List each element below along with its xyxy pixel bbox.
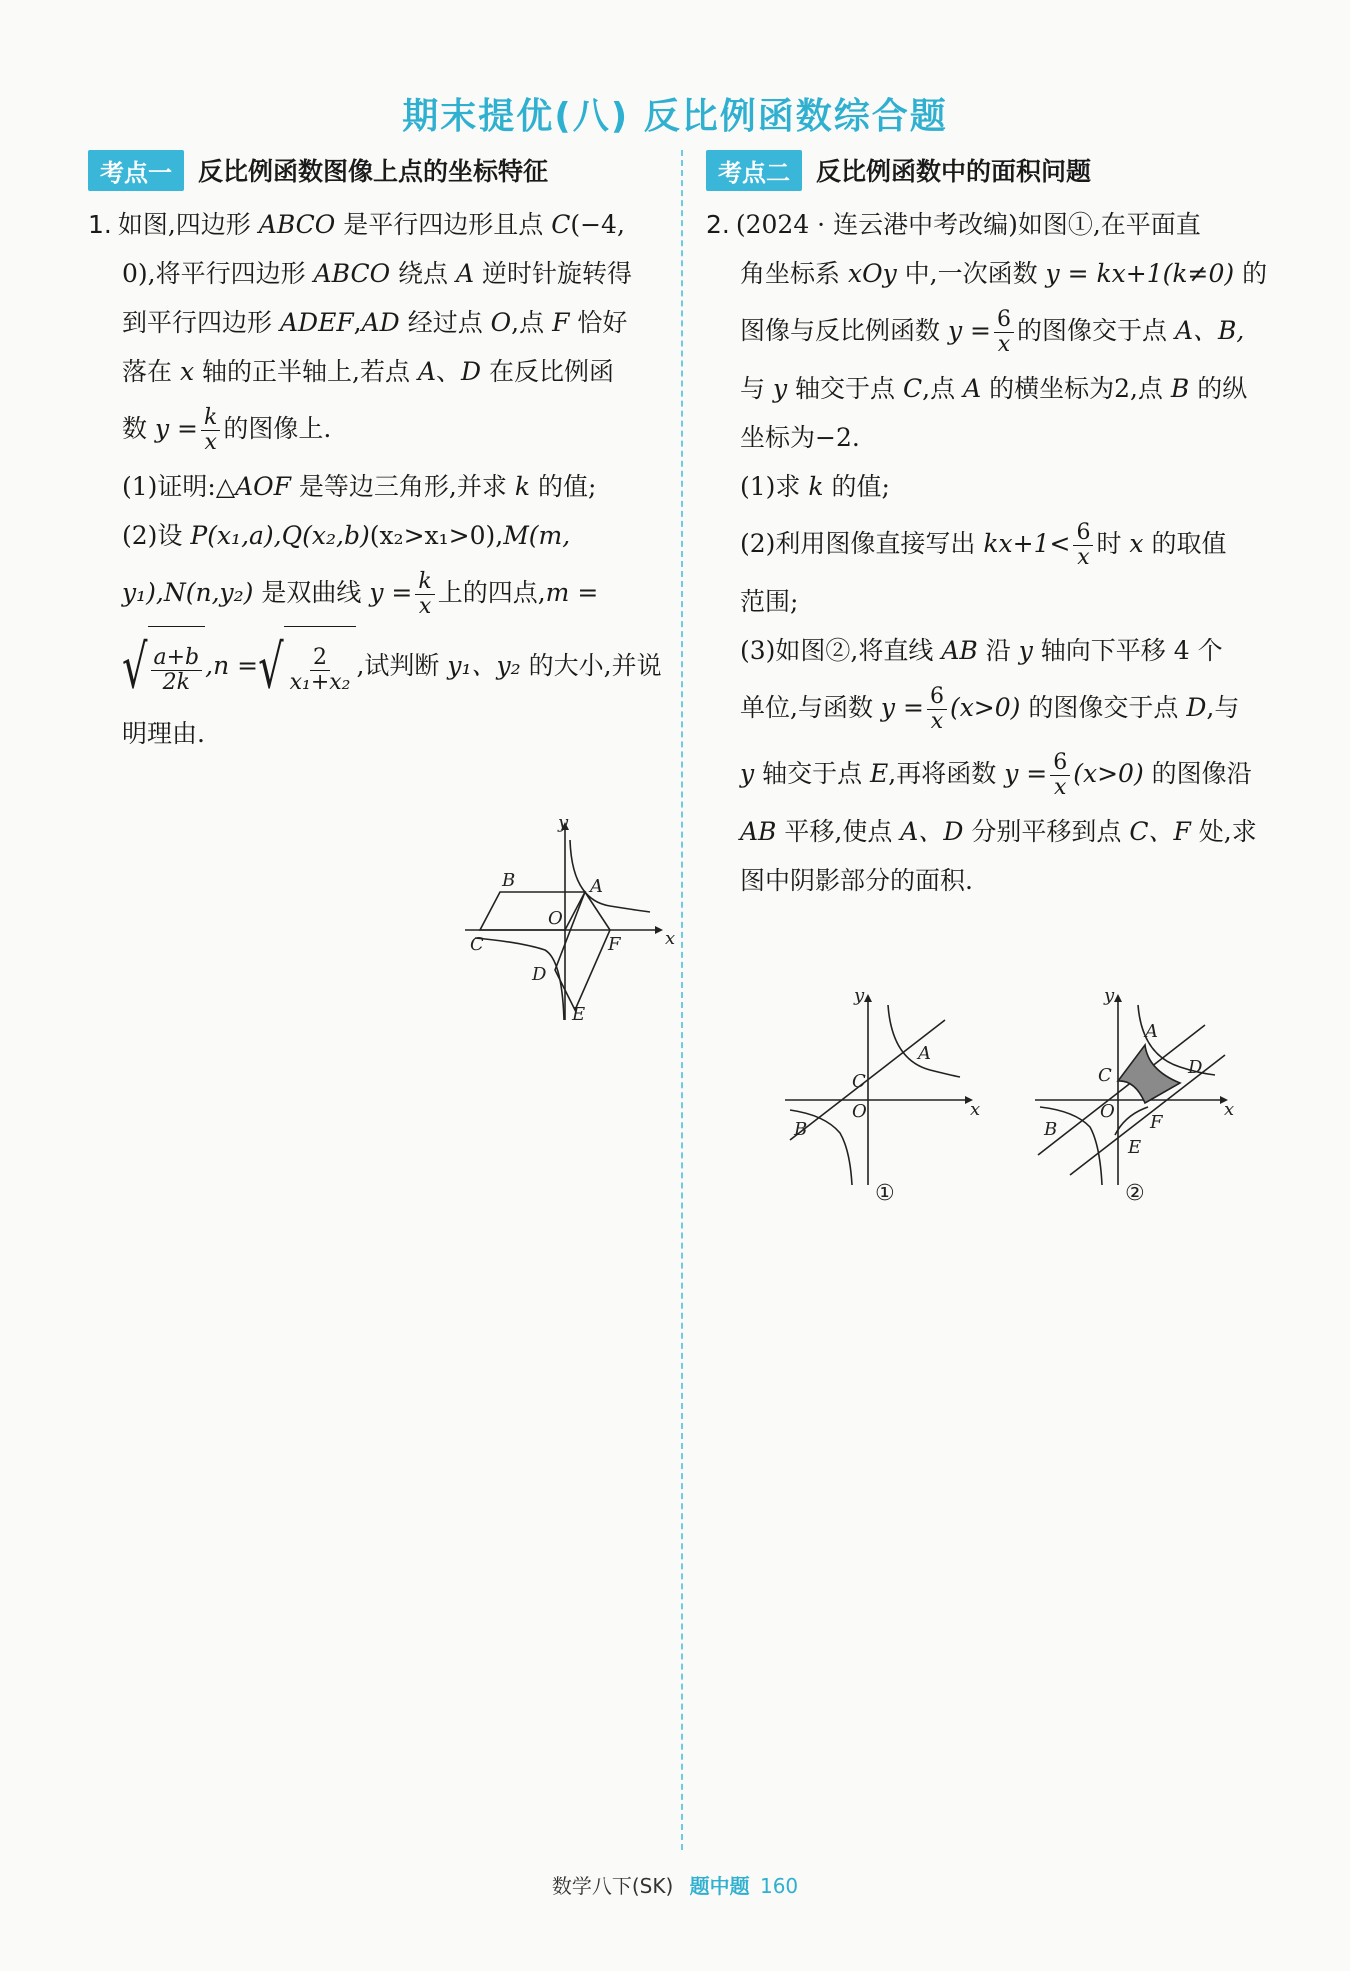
kaodian-2-badge: 考点二 <box>706 150 802 191</box>
figure-2-graph <box>1030 985 1240 1205</box>
fig-1-caption: ① <box>875 1181 895 1205</box>
figure-1-graph <box>780 985 990 1205</box>
fig1-label-a: A <box>590 876 603 897</box>
right-column <box>706 150 1291 905</box>
figure-parallelogram <box>460 810 680 1030</box>
fig-1-label-o: O <box>852 1101 867 1122</box>
fig-1-label-y: y <box>854 985 865 1006</box>
footer-page-number: 160 <box>759 1874 799 1898</box>
column-divider <box>681 150 683 1850</box>
fig-1-label-c: C <box>852 1071 866 1092</box>
footer-subject: 数学八下(SK) <box>551 1874 674 1898</box>
page-title: 期末提优(八) 反比例函数综合题 <box>402 96 948 137</box>
fig1-label-b: B <box>502 870 516 891</box>
question-1: 1. 如图,四边形 ABCO 是平行四边形且点 C(−4, 0),将平行四边形 ABCO 绕点 A 逆时针旋转得 到平行四边形 ADEF,AD 经过点 O,点 F 恰好 落在 x 轴的正半轴上,若点 A、D 在反比例函 数 y = $\frac{k}{x}$ 的图像上. (1)证明:△AOF 是等边三角形,并求 k 的值; (2)设 P(x₁,a),Q(x₂,b)(x₂>x₁>0),M(m, y₁),N(n,y₂) 是双曲线 y = $\frac{k}{x}$ 上的四点,m = √ $\frac{a+b}{2k}$ ,n = √ $\frac{2}{\text{x₁+x₂}}$ ,试判断 y₁、y₂ 的大小,并说 明理由. <box>88 210 662 748</box>
fig-2-label-y: y <box>1104 985 1115 1006</box>
kaodian-2-title: 反比例函数中的面积问题 <box>816 157 1092 186</box>
kaodian-1-header <box>88 150 673 190</box>
kaodian-1-title: 反比例函数图像上点的坐标特征 <box>198 157 549 186</box>
fig-1-label-b: B <box>794 1119 808 1140</box>
fig1-label-f: F <box>608 934 621 955</box>
fig1-label-y: y <box>558 812 569 833</box>
fig-2-label-x: x <box>1224 1099 1235 1120</box>
fig-1-label-a: A <box>918 1043 931 1064</box>
fig-2-label-d: D <box>1188 1057 1203 1078</box>
question-2: 2. (2024 · 连云港中考改编)如图①,在平面直 角坐标系 xOy 中,一次函数 y = kx+1(k≠0) 的 图像与反比例函数 y = $\frac{6}{x}$ 的图像交于点 A、B, 与 y 轴交于点 C,点 A 的横坐标为2,点 B 的纵 坐标为−2. (1)求 k 的值; (2)利用图像直接写出 kx+1< $\frac{6}{x}$ 时 x 的取值 范围; (3)如图②,将直线 AB 沿 y 轴向下平移 4 个 单位,与函数 y = $\frac{6}{x}$ (x>0) 的图像交于点 D,与 y 轴交于点 E,再将函数 y = $\frac{6}{x}$ (x>0) 的图像沿 AB 平移,使点 A、D 分别平移到点 C、F 处,求 图中阴影部分的面积. <box>706 210 1268 895</box>
fig1-label-o: O <box>548 908 563 929</box>
fig1-label-e: E <box>572 1004 586 1025</box>
fig-2-caption: ② <box>1125 1181 1145 1205</box>
page-footer <box>0 1870 1350 1899</box>
fig1-label-c: C <box>470 934 484 955</box>
fig-2-label-e: E <box>1128 1137 1142 1158</box>
fig-2-label-f: F <box>1150 1112 1163 1133</box>
fig-1-label-x: x <box>970 1099 981 1120</box>
left-column <box>88 150 673 758</box>
kaodian-2-header <box>706 150 1291 190</box>
kaodian-1-badge: 考点一 <box>88 150 184 191</box>
fig-2-label-a: A <box>1145 1021 1158 1042</box>
fig-2-label-b: B <box>1044 1119 1058 1140</box>
fig1-label-x: x <box>665 928 676 949</box>
fig-2-label-c: C <box>1098 1065 1112 1086</box>
fig-2-label-o: O <box>1100 1101 1115 1122</box>
footer-brand: 题中题 <box>689 1874 750 1898</box>
fig1-label-d: D <box>532 964 547 985</box>
